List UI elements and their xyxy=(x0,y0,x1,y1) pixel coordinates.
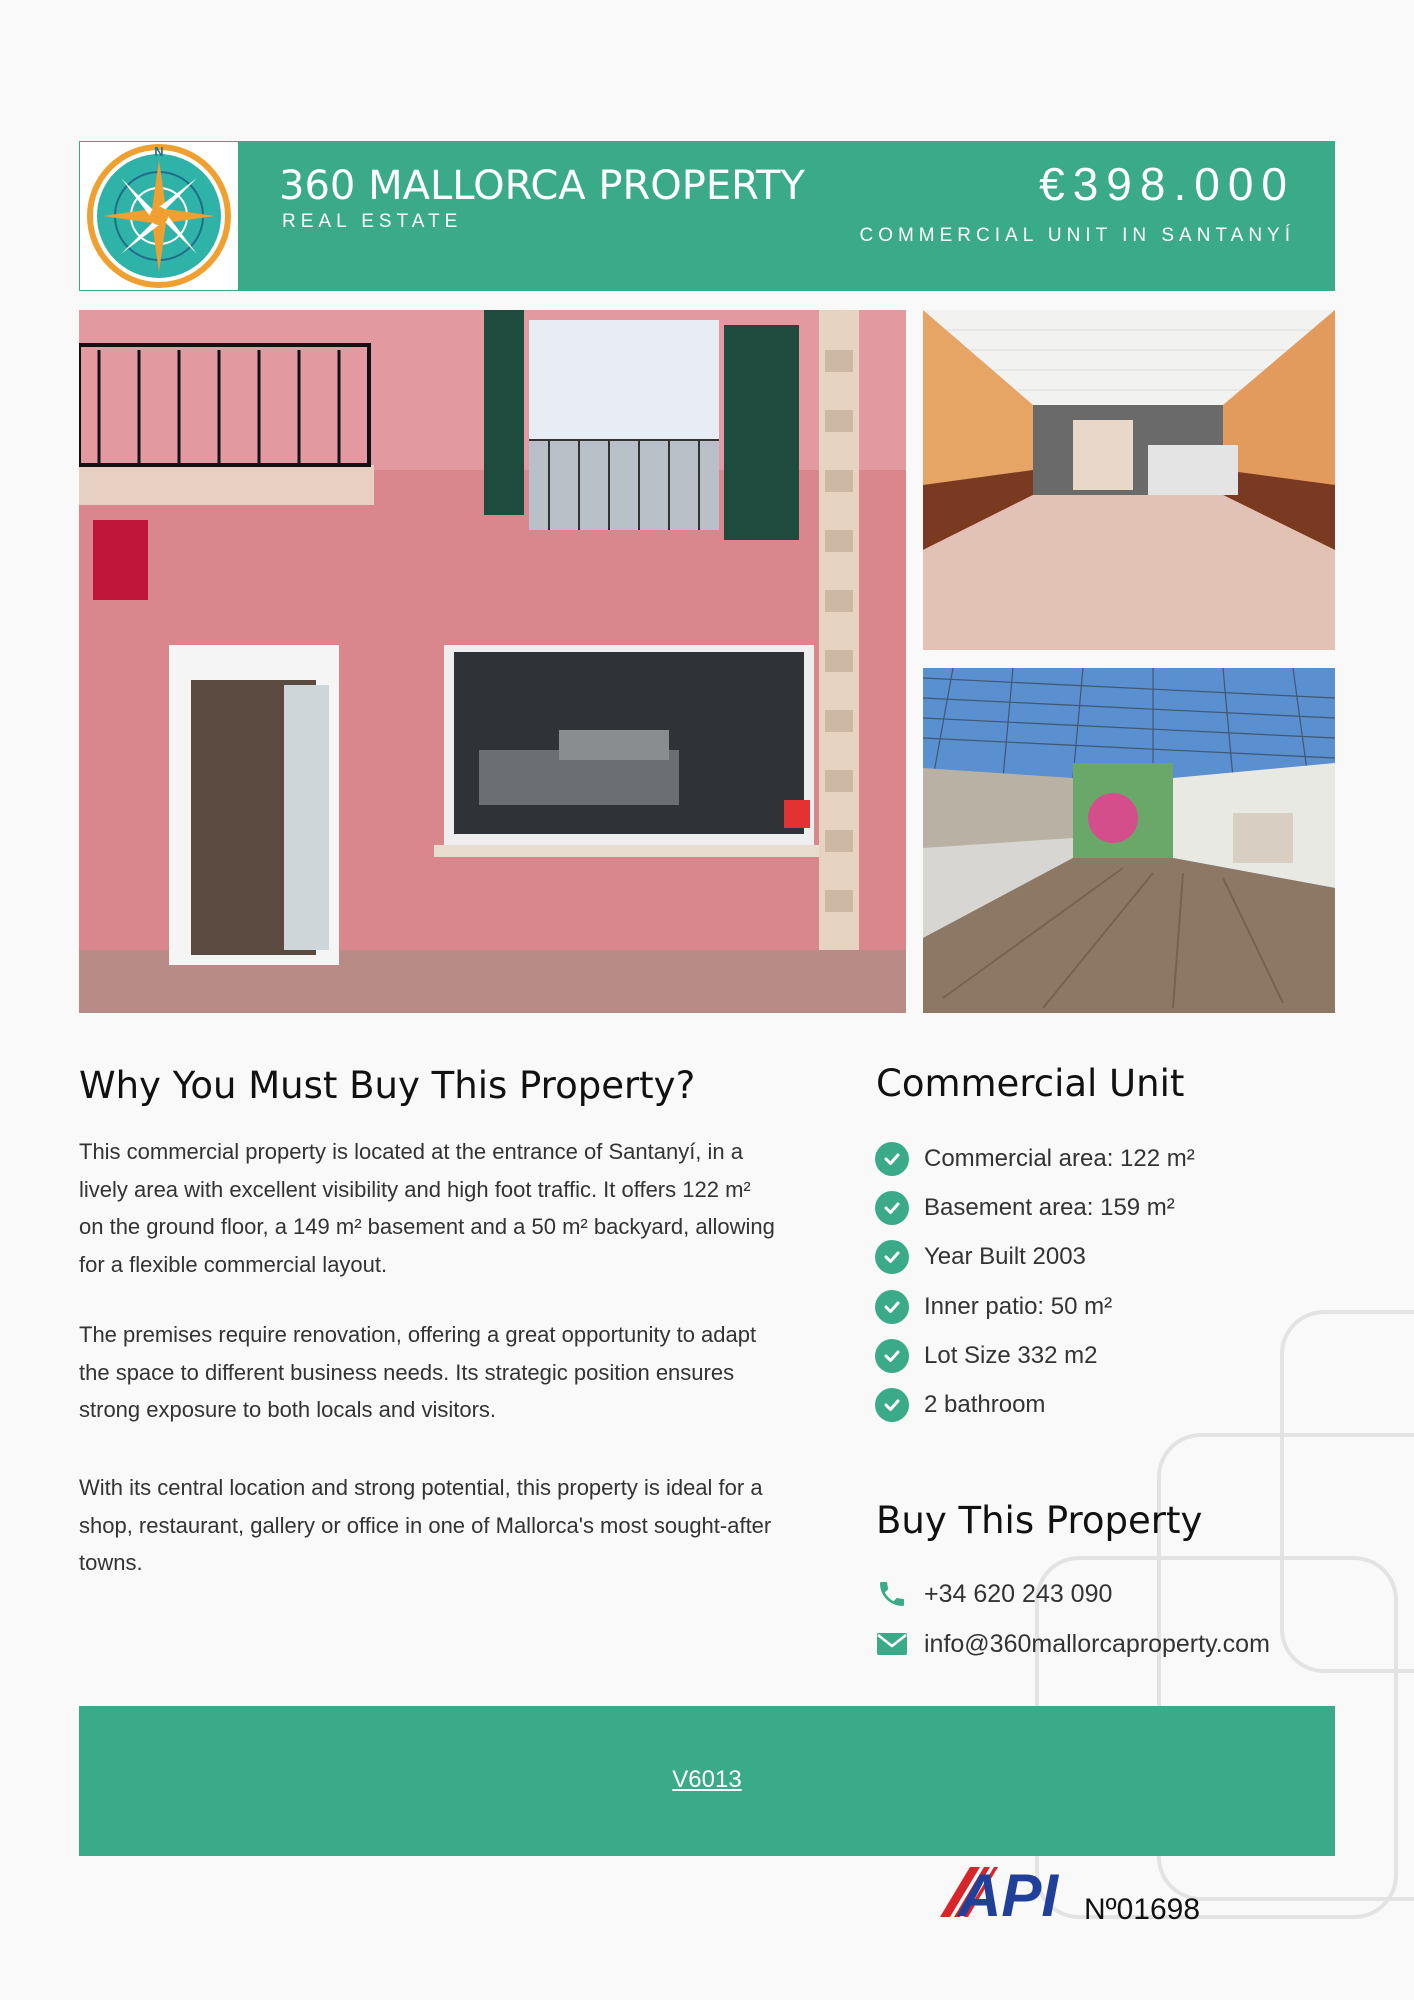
contact-title: Buy This Property xyxy=(876,1499,1203,1542)
check-circle-icon xyxy=(875,1142,909,1176)
check-circle-icon xyxy=(875,1388,909,1422)
feature-item xyxy=(875,1140,1195,1178)
header-banner xyxy=(79,141,1335,291)
license-number: Nº01698 xyxy=(1084,1893,1201,1926)
description-paragraph-1: This commercial property is located at the entrance of Santanyí, in a lively area with excellent visibility and high foot traffic. It offers 122 m² on the ground floor, a 149 m² basement and a 50 m² backyard, allowing for a flexible commercial layout. xyxy=(79,1139,775,1277)
patio-photo xyxy=(923,668,1335,1013)
feature-item xyxy=(875,1386,1045,1424)
feature-item xyxy=(875,1288,1112,1326)
description-title: Why You Must Buy This Property? xyxy=(79,1064,696,1107)
main-photo xyxy=(79,310,906,1013)
phone-number[interactable]: +34 620 243 090 xyxy=(924,1579,1113,1608)
phone-icon xyxy=(875,1578,909,1610)
feature-item xyxy=(875,1337,1097,1375)
listing-price: €398.000 xyxy=(1039,158,1295,210)
email-address[interactable]: info@360mallorcaproperty.com xyxy=(924,1629,1270,1658)
email-contact[interactable] xyxy=(875,1625,1270,1663)
brand-logo xyxy=(80,142,238,290)
feature-label: Commercial area: 122 m² xyxy=(924,1145,1195,1172)
brand-name: 360 MALLORCA PROPERTY xyxy=(279,163,805,209)
features-title: Commercial Unit xyxy=(876,1062,1185,1105)
description-paragraph-2: The premises require renovation, offering a great opportunity to adapt the space to different business needs. Its strategic position ensures strong exposure to both locals and visitors. xyxy=(79,1322,757,1422)
feature-label: 2 bathroom xyxy=(924,1391,1046,1418)
listing-type: COMMERCIAL UNIT IN SANTANYÍ xyxy=(859,225,1295,246)
compass-logo-icon xyxy=(80,142,238,290)
mail-icon xyxy=(875,1631,909,1657)
svg-text:API: API xyxy=(958,1862,1059,1922)
check-circle-icon xyxy=(875,1290,909,1324)
svg-text:N: N xyxy=(154,144,164,159)
interior-photo xyxy=(923,310,1335,650)
api-logo xyxy=(940,1862,1080,1927)
check-circle-icon xyxy=(875,1240,909,1274)
check-circle-icon xyxy=(875,1191,909,1225)
check-circle-icon xyxy=(875,1339,909,1373)
feature-label: Year Built 2003 xyxy=(924,1243,1086,1270)
brand-tagline: REAL ESTATE xyxy=(282,211,463,232)
feature-label: Basement area: 159 m² xyxy=(924,1194,1175,1221)
feature-item xyxy=(875,1189,1175,1227)
feature-item xyxy=(875,1238,1086,1276)
reference-link[interactable]: V6013 xyxy=(672,1766,742,1793)
feature-label: Inner patio: 50 m² xyxy=(924,1293,1113,1320)
description-paragraph-3: With its central location and strong potential, this property is ideal for a shop, restaurant, gallery or office in one of Mallorca's most sought-after towns. xyxy=(79,1475,772,1575)
phone-contact[interactable] xyxy=(875,1575,1112,1613)
footer-bar xyxy=(79,1706,1335,1856)
feature-label: Lot Size 332 m2 xyxy=(924,1342,1098,1369)
